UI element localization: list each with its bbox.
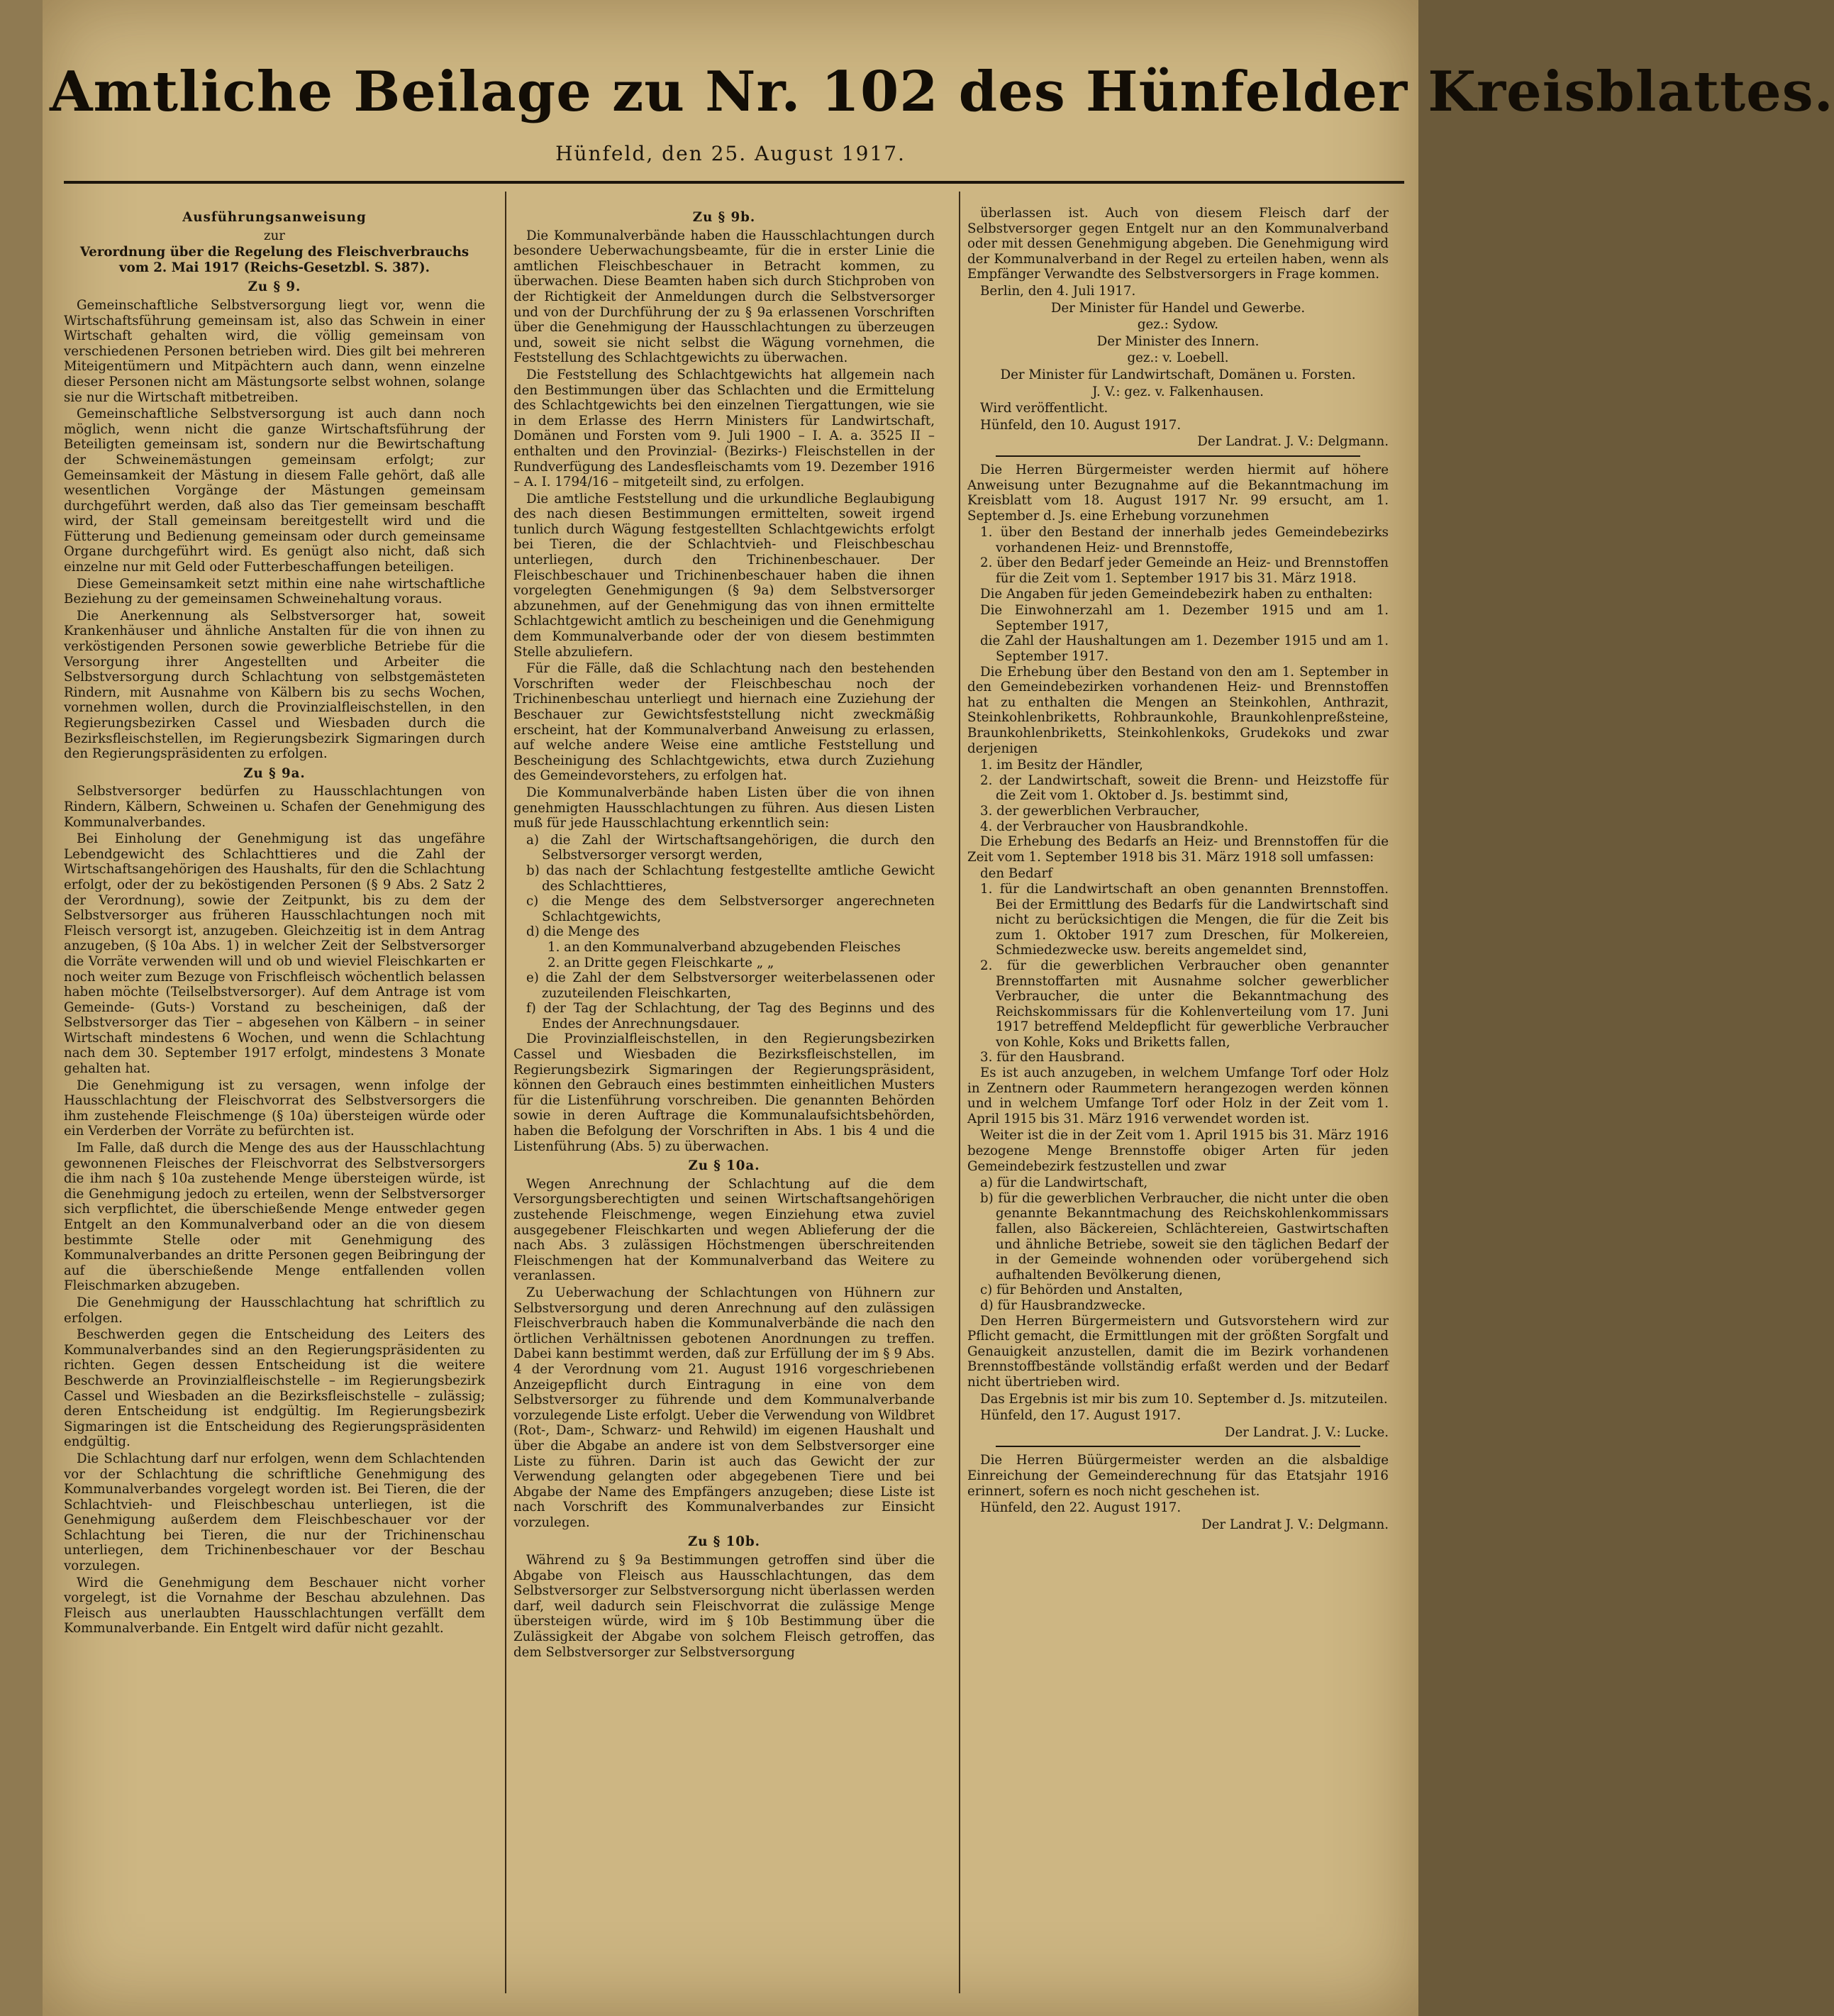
list-item: 2. über den Bedarf jeder Gemeinde an Heiz- und Brennstoffen für die Zeit vom 1. September 1917 bis 31. März 1918. bbox=[980, 555, 1389, 587]
header-rule bbox=[64, 181, 1404, 184]
paragraph: Die Kommunalverbände haben die Hausschlachtungen durch besondere Ueberwachungsbeamte, für die in erster Linie die amtlichen Fleischbeschauer in Betracht kommen, zu überwachen. Diese Beamten haben sich durch Stichproben von der Richtigkeit der Anmeldungen durch die Selbstversorger und von der Durchführung der zu § 9a erlassenen Vorschriften über die Genehmigung der Hausschlachtungen zu überzeugen und, soweit sie nicht selbst die Wägung vornehmen, die Feststellung des Schlachtgewichts zu überwachen. bbox=[513, 228, 935, 366]
paragraph: Die amtliche Feststellung und die urkundliche Beglaubigung des nach diesen Bestimmungen ermittelten, soweit irgend tunlich durch Wägung festgestellten Schlachtgewichts erfolgt bei Tieren, die der Schlachtvieh- und Fleischbeschau unterliegen, durch den Trichinenbeschauer. Der Fleischbeschauer und Trichinenbeschauer haben die ihnen vorgelegten Genehmigungen (§ 9a) dem Selbstversorger abzunehmen, auf der Genehmigung das von ihnen ermittelte Schlachtgewicht amtlich zu bescheinigen und die Genehmigung dem Kommunalverbande oder der von diesem bestimmten Stelle abzuliefern. bbox=[513, 491, 935, 660]
heading-p9b: Zu § 9b. bbox=[692, 210, 756, 225]
list-subitem: 2. an Dritte gegen Fleischkarte „ „ bbox=[548, 955, 774, 970]
list-subitem: 1. an den Kommunalverband abzugebenden Fleisches bbox=[548, 939, 901, 955]
list-item: f) der Tag der Schlachtung, der Tag des Beginns und des Endes der Anrechnungsdauer. bbox=[526, 1001, 935, 1031]
paragraph: Den Herren Bürgermeistern und Gutsvorstehern wird zur Pflicht gemacht, die Ermittlungen mit der größten Sorgfalt und Genauigkeit anzustellen, damit die im Bezirk vorhandenen Brennstoffbestände vollständig erfaßt werden und der Bedarf nicht übertrieben wird. bbox=[967, 1313, 1389, 1390]
list-item: den Bedarf bbox=[980, 866, 1052, 882]
column-2 bbox=[513, 206, 935, 1993]
list-item: 3. der gewerblichen Verbraucher, bbox=[980, 803, 1200, 819]
column-1 bbox=[64, 206, 485, 1993]
paragraph: Die Provinzialfleischstellen, in den Regierungsbezirken Cassel und Wiesbaden die Bezirksfleischstellen, im Regierungsbezirk Sigmaringen der Regierungspräsident, können den Gebrauch eines bestimmten einheitlichen Musters für die Listenführung vorschreiben. Die genannten Behörden sowie in deren Auftrage die Kommunalaufsichtsbehörden, haben die Befolgung der Vorschriften in Abs. 1 bis 4 und die Listenführung (Abs. 5) zu überwachen. bbox=[513, 1031, 935, 1154]
masthead-title: Amtliche Beilage zu Nr. 102 des Hünfelder Kreisblattes. bbox=[50, 60, 1834, 124]
paragraph: überlassen ist. Auch von diesem Fleisch darf der Selbstversorger gegen Entgelt nur an den Kommunalverband oder mit dessen Genehmigung abgeben. Die Genehmigung wird der Kommunalverband in der Regel zu erteilen haben, wenn als Empfänger Verwandte des Selbstversorgers in Frage kommen. bbox=[967, 206, 1389, 282]
signature: gez.: v. Loebell. bbox=[1127, 350, 1229, 366]
column-divider-1 bbox=[505, 192, 506, 1993]
paragraph: Wird die Genehmigung dem Beschauer nicht vorher vorgelegt, ist die Vornahme der Beschau abzulehnen. Das Fleisch aus unerlaubten Hausschlachtungen verfällt dem Kommunalverbande. Ein Entgelt wird dafür nicht gezahlt. bbox=[64, 1575, 485, 1636]
heading-p9: Zu § 9. bbox=[248, 279, 301, 295]
heading-p10b: Zu § 10b. bbox=[687, 1534, 761, 1550]
paragraph: Weiter ist die in der Zeit vom 1. April 1915 bis 31. März 1916 bezogene Menge Brennstoffe obiger Arten für jeden Gemeindebezirk festzustellen und zwar bbox=[967, 1128, 1389, 1174]
paragraph: Die Feststellung des Schlachtgewichts hat allgemein nach den Bestimmungen über das Schlachten und die Ermittelung des Schlachtgewichts bei den einzelnen Tiergattungen, wie sie in dem Erlasse des Herrn Ministers für Landwirtschaft, Domänen und Forsten vom 9. Juli 1900 – I. A. a. 3525 II – enthalten und den Provinzial- (Bezirks-) Fleischstellen in der Rundverfügung des Landesfleischamts vom 19. Dezember 1916 – A. I. 1794/16 – mitgeteilt sind, zu erfolgen. bbox=[513, 367, 935, 490]
paragraph: Die Erhebung des Bedarfs an Heiz- und Brennstoffen für die Zeit vom 1. September 1918 bis 31. März 1918 soll umfassen: bbox=[967, 834, 1389, 865]
section-subtitle: Verordnung über die Regelung des Fleischverbrauchs vom 2. Mai 1917 (Reichs-Gesetzbl. S. 387). bbox=[79, 245, 469, 275]
paragraph: Beschwerden gegen die Entscheidung des Leiters des Kommunalverbandes sind an den Regierungspräsidenten zu richten. Gegen dessen Entscheidung ist die weitere Beschwerde an Provinzialfleischstelle – im Regierungsbezirk Cassel und Wiesbaden an die Bezirksfleischstelle – zulässig; deren Entscheidung ist endgültig. Im Regierungsbezirk Sigmaringen ist die Entscheidung des Regierungspräsidenten endgültig. bbox=[64, 1327, 485, 1450]
list-item: 4. der Verbraucher von Hausbrandkohle. bbox=[980, 819, 1249, 834]
signature: Der Minister des Innern. bbox=[1096, 333, 1260, 349]
paragraph: Gemeinschaftliche Selbstversorgung liegt vor, wenn die Wirtschaftsführung gemeinsam ist, also das Schwein in einer Wirtschaft gehalten wird, die völlig gemeinsam von verschiedenen Personen betrieben wird. Dies gilt bei mehreren Miteigentümern und Mitpächtern auch dann, wenn einzelne dieser Personen nicht am Mästungsorte selbst wohnen, solange sie nur die Wirtschaft mitbetreiben. bbox=[64, 297, 485, 405]
paragraph: Selbstversorger bedürfen zu Hausschlachtungen von Rindern, Kälbern, Schweinen u. Schafen der Genehmigung des Kommunalverbandes. bbox=[64, 784, 485, 830]
paragraph: Bei Einholung der Genehmigung ist das ungefähre Lebendgewicht des Schlachttieres und die Zahl der Wirtschaftsangehörigen des Haushalts, für den die Schlachtung erfolgt, oder der zu beköstigenden Personen (§ 9 Abs. 2 Satz 2 der Verordnung), sowie der Zeitpunkt, bis zu dem der Selbstversorger aus früheren Hausschlachtungen noch mit Fleisch versorgt ist, anzugeben. Gleichzeitig ist in dem Antrag anzugeben, (§ 10a Abs. 1) in welcher Zeit der Selbstversorger die Vorräte verwenden will und ob und wieviel Fleischkarten er noch weiter zum Bezuge von Frischfleisch wöchentlich belassen haben möchte (Teilselbstversorger). Auf dem Antrage ist vom Gemeinde- (Guts-) Vorstand zu bescheinigen, daß der Selbstversorger das Tier – abgesehen von Kälbern – in seiner Wirtschaft mindestens 6 Wochen, und wenn die Schlachtung nach dem 30. September 1917 erfolgt, mindestens 3 Monate gehalten hat. bbox=[64, 831, 485, 1077]
paragraph: Die Anerkennung als Selbstversorger hat, soweit Krankenhäuser und ähnliche Anstalten für die von ihnen zu verköstigenden Personen sowie gewerbliche Betriebe für die Versorgung ihrer Angestellten und Arbeiter die Selbstversorgung durch Schlachtung von selbstgemästeten Rindern, mit Ausnahme von Kälbern bis zu sechs Wochen, vornehmen wollen, durch die Provinzialfleischstellen, in den Regierungsbezirken Cassel und Wiesbaden durch die Bezirksfleischstellen, im Regierungsbezirk Sigmaringen durch den Regierungspräsidenten zu erfolgen. bbox=[64, 608, 485, 762]
section-rule bbox=[996, 1446, 1360, 1447]
section-rule bbox=[996, 455, 1360, 457]
paragraph: Zu Ueberwachung der Schlachtungen von Hühnern zur Selbstversorgung und deren Anrechnung auf den zulässigen Fleischverbrauch haben die Kommunalverbände die nach den örtlichen Verhältnissen gebotenen Anordnungen zu treffen. Dabei kann bestimmt werden, daß zur Erfüllung der im § 9 Abs. 4 der Verordnung vom 21. August 1916 vorgeschriebenen Anzeigepflicht durch Eintragung in eine von dem Selbstversorger zu führende und dem Kommunalverbande vorzulegende Liste erfolgt. Ueber die Verwendung von Wildbret (Rot-, Dam-, Schwarz- und Rehwild) im eigenen Haushalt und über die Abgabe an andere ist von dem Selbstversorger eine Liste zu führen. Darin ist auch das Gewicht der zur Verwendung gelangten oder abgegebenen Tiere und bei Abgabe der Name des Empfängers anzugeben; diese Liste ist nach Vorschrift des Kommunalverbandes zur Einsicht vorzulegen. bbox=[513, 1285, 935, 1530]
place-date: Hünfeld, den 22. August 1917. bbox=[980, 1500, 1182, 1516]
heading-p9a: Zu § 9a. bbox=[243, 765, 306, 781]
paragraph: Die Herren Bürgermeister werden hiermit auf höhere Anweisung unter Bezugnahme auf die Bekanntmachung im Kreisblatt vom 18. August 1917 Nr. 99 ersucht, am 1. September d. Js. eine Erhebung vorzunehmen bbox=[967, 462, 1389, 524]
signature: Der Landrat J. V.: Delgmann. bbox=[1201, 1517, 1389, 1532]
list-item: 1. im Besitz der Händler, bbox=[980, 758, 1143, 773]
signature: Der Minister für Handel und Gewerbe. bbox=[1050, 300, 1306, 316]
list-item: c) die Menge des dem Selbstversorger angerechneten Schlachtgewichts, bbox=[526, 894, 935, 924]
paragraph: Im Falle, daß durch die Menge des aus der Hausschlachtung gewonnenen Fleisches der Fleischvorrat des Selbstversorgers die ihm nach § 10a zustehende Menge übersteigen würde, ist die Genehmigung jedoch zu erteilen, wenn der Selbstversorger sich verpflichtet, die überschießende Menge entweder gegen Entgelt an den Kommunalverband oder an die von diesem bestimmte Stelle oder mit Genehmigung des Kommunalverbandes an dritte Personen gegen Beibringung der auf die überschießende Menge entfallenden vollen Fleischmarken abzugeben. bbox=[64, 1141, 485, 1294]
list-item: 1. für die Landwirtschaft an oben genannten Brennstoffen. Bei der Ermittlung des Bedarfs für die Landwirtschaft sind nicht zu berücksichtigen die Mengen, die für die Zeit bis zum 1. Oktober 1917 zum Dreschen, für Molkereien, Schmiedezwecke usw. bereits angemeldet sind, bbox=[980, 881, 1389, 958]
list-item: a) die Zahl der Wirtschaftsangehörigen, die durch den Selbstversorger versorgt werden, bbox=[526, 832, 935, 863]
paragraph: Wegen Anrechnung der Schlachtung auf die dem Versorgungsberechtigten und seinen Wirtschaftsangehörigen zustehende Fleischmenge, wegen Einziehung etwa zuviel ausgegebener Fleischkarten und wegen Ablieferung der die nach Abs. 3 zulässigen Höchstmengen überschreitenden Fleischmengen hat der Kommunalverband das Weitere zu veranlassen. bbox=[513, 1176, 935, 1284]
column-3 bbox=[967, 206, 1389, 1993]
list-item: die Zahl der Haushaltungen am 1. Dezember 1915 und am 1. September 1917. bbox=[980, 633, 1389, 665]
paragraph: Die Genehmigung ist zu versagen, wenn infolge der Hausschlachtung der Fleischvorrat des Selbstversorgers die ihm zustehende Fleischmenge (§ 10a) übersteigen würde oder ein Verderben der Vorräte zu befürchten ist. bbox=[64, 1078, 485, 1139]
paragraph: Gemeinschaftliche Selbstversorgung ist auch dann noch möglich, wenn nicht die ganze Wirtschaftsführung der Beteiligten gemeinsam ist, sondern nur die Bewirtschaftung der Schweinemästungen gemeinsam erfolgt; zur Gemeinsamkeit der Mästung in diesem Falle gehört, daß alle wesentlichen Vorgänge der Mästungen gemeinsam durchgeführt werden, daß also das Tier gemeinsam beschafft wird, der Stall gemeinsam bereitgestellt wird und die Fütterung und Bedienung gemeinsam oder durch gemeinsame Organe durchgeführt wird. Es genügt also nicht, daß sich einzelne nur mit Geld oder Futterbeschaffungen beteiligen. bbox=[64, 406, 485, 575]
section-zur: zur bbox=[264, 228, 285, 243]
paragraph: Die Genehmigung der Hausschlachtung hat schriftlich zu erfolgen. bbox=[64, 1295, 485, 1326]
list-item: 2. für die gewerblichen Verbraucher oben genannter Brennstoffarten mit Ausnahme solcher gewerblicher Verbraucher, die unter die Bekanntmachung des Reichskommissars für die Kohlenverteilung vom 17. Juni 1917 betreffend Meldepflicht für gewerbliche Verbraucher von Kohle, Koks und Briketts fallen, bbox=[980, 958, 1389, 1050]
list-item: Die Einwohnerzahl am 1. Dezember 1915 und am 1. September 1917, bbox=[980, 603, 1389, 633]
list-item: 3. für den Hausbrand. bbox=[980, 1050, 1126, 1065]
paragraph: Die Angaben für jeden Gemeindebezirk haben zu enthalten: bbox=[980, 586, 1373, 602]
paragraph: Die Erhebung über den Bestand von den am 1. September in den Gemeindebezirken vorhandenen Heiz- und Brennstoffen hat zu enthalten die Mengen an Steinkohlen, Anthrazit, Steinkohlenbriketts, Rohbraunkohle, Braunkohlenpreßsteine, Braunkohlenbriketts, Steinkohlenkoks, Grudekoks und zwar derjenigen bbox=[967, 664, 1389, 756]
paragraph: Die Kommunalverbände haben Listen über die von ihnen genehmigten Hausschlachtungen zu führen. Aus diesen Listen muß für jede Hausschlachtung erkenntlich sein: bbox=[513, 785, 935, 831]
paragraph: Diese Gemeinsamkeit setzt mithin eine nahe wirtschaftliche Beziehung zu der gemeinsamen Schweinehaltung voraus. bbox=[64, 576, 485, 607]
paragraph: Das Ergebnis ist mir bis zum 10. September d. Js. mitzuteilen. bbox=[980, 1391, 1388, 1407]
list-item: d) die Menge des bbox=[526, 924, 640, 940]
heading-p10a: Zu § 10a. bbox=[688, 1158, 760, 1174]
place-date: Hünfeld, den 17. August 1917. bbox=[980, 1408, 1182, 1424]
list-item: d) für Hausbrandzwecke. bbox=[980, 1297, 1146, 1313]
signature: gez.: Sydow. bbox=[1137, 317, 1219, 333]
column-divider-2 bbox=[959, 192, 960, 1993]
paragraph: Die Herren Büürgermeister werden an die alsbaldige Einreichung der Gemeinderechnung für das Etatsjahr 1916 erinnert, sofern es noch nicht geschehen ist. bbox=[967, 1453, 1389, 1499]
newspaper-page bbox=[43, 0, 1834, 2016]
section-title: Ausführungsanweisung bbox=[182, 210, 367, 225]
dateline: Hünfeld, den 25. August 1917. bbox=[555, 142, 906, 165]
paragraph: Während zu § 9a Bestimmungen getroffen sind über die Abgabe von Fleisch aus Hausschlachtungen, das dem Selbstversorger zur Selbstversorgung nicht überlassen werden darf, weil dadurch sein Fleischvorrat die zulässige Menge übersteigen würde, wird im § 10b Bestimmung über die Zulässigkeit der Abgabe von solchem Fleisch getroffen, das dem Selbstversorger zur Selbstversorgung bbox=[513, 1553, 935, 1660]
list-item: b) für die gewerblichen Verbraucher, die nicht unter die oben genannte Bekanntmachung des Reichskohlenkommissars fallen, also Bäckereien, Schlächtereien, Gastwirtschaften und ähnliche Betriebe, soweit sie den täglichen Bedarf der in der Gemeinde wohnenden oder vorübergehend sich aufhaltenden Bevölkerung dienen, bbox=[980, 1190, 1389, 1283]
list-item: c) für Behörden und Anstalten, bbox=[980, 1283, 1183, 1298]
signature: J. V.: gez. v. Falkenhausen. bbox=[1092, 384, 1264, 399]
paragraph: Für die Fälle, daß die Schlachtung nach den bestehenden Vorschriften weder der Fleischbeschau noch der Trichinenbeschau unterliegt und hiernach eine Zuziehung der Beschauer zur Gewichtsfeststellung nicht zweckmäßig erscheint, hat der Kommunalverband Anweisung zu erlassen, auf welche andere Weise eine amtliche Feststellung und Bescheinigung des Schlachtgewichts, etwa durch Zuziehung des Gemeindevorstehers, zu erfolgen hat. bbox=[513, 661, 935, 784]
place-date: Berlin, den 4. Juli 1917. bbox=[980, 283, 1136, 299]
list-item: a) für die Landwirtschaft, bbox=[980, 1175, 1148, 1191]
list-item: 2. der Landwirtschaft, soweit die Brenn- und Heizstoffe für die Zeit vom 1. Oktober d. Js. bestimmt sind, bbox=[980, 772, 1389, 804]
publication-note: Wird veröffentlicht. bbox=[980, 401, 1108, 416]
signature: Der Landrat. J. V.: Delgmann. bbox=[1197, 434, 1389, 450]
list-item: e) die Zahl der dem Selbstversorger weiterbelassenen oder zuzuteilenden Fleischkarten, bbox=[526, 970, 935, 1001]
adjacent-page-strip bbox=[0, 0, 43, 2016]
list-item: b) das nach der Schlachtung festgestellte amtliche Gewicht des Schlachttieres, bbox=[526, 863, 935, 894]
paragraph: Es ist auch anzugeben, in welchem Umfange Torf oder Holz in Zentnern oder Raummetern herangezogen werden können und in welchem Umfange Torf oder Holz in der Zeit vom 1. April 1915 bis 31. März 1916 verwendet worden ist. bbox=[967, 1065, 1389, 1126]
list-item: 1. über den Bestand der innerhalb jedes Gemeindebezirks vorhandenen Heiz- und Brennstoffe, bbox=[980, 525, 1389, 555]
signature: Der Landrat. J. V.: Lucke. bbox=[1224, 1424, 1389, 1440]
place-date: Hünfeld, den 10. August 1917. bbox=[980, 417, 1182, 433]
paragraph: Die Schlachtung darf nur erfolgen, wenn dem Schlachtenden vor der Schlachtung die schriftliche Genehmigung des Kommunalverbandes vorgelegt worden ist. Bei Tieren, die der Schlachtvieh- und Fleischbeschau unterliegen, ist die Genehmigung außerdem dem Fleischbeschauer vor der Schlachtung bei Tieren, die nur der Trichinenschau unterliegen, dem Trichinenbeschauer vor der Beschau vorzulegen. bbox=[64, 1451, 485, 1574]
signature: Der Minister für Landwirtschaft, Domänen u. Forsten. bbox=[1000, 367, 1356, 382]
